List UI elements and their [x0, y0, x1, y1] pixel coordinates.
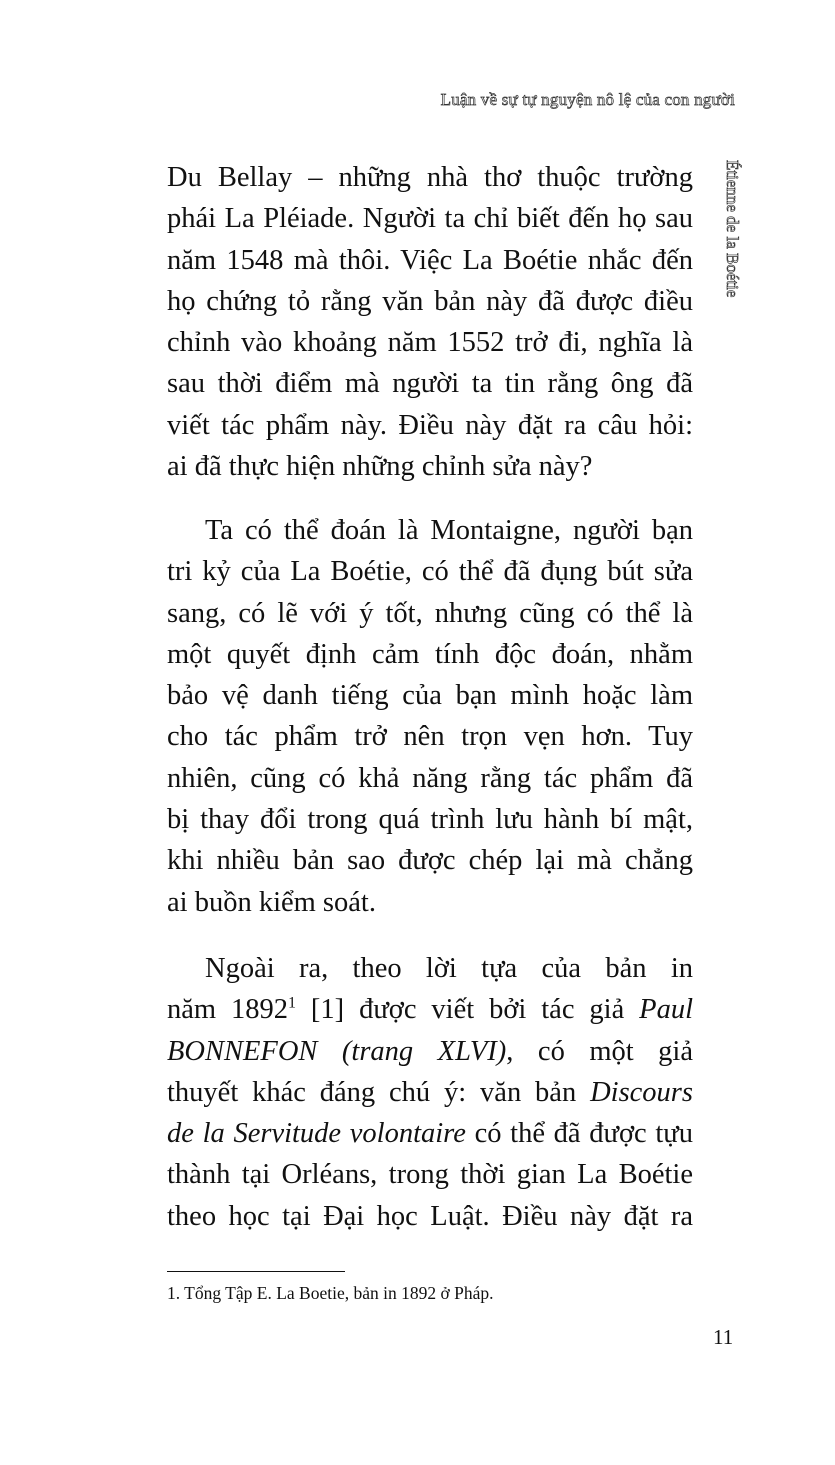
text-line: sau thời điểm mà người ta tin rằng ông đã	[167, 368, 693, 400]
text-line	[167, 989, 693, 1030]
text-segment: năm 1892	[167, 994, 288, 1026]
footnote-ref[interactable]: 1	[288, 994, 296, 1012]
text-line: viết tác phẩm này. Điều này đặt ra câu hỏi:	[167, 409, 693, 441]
text-line: ai buồn kiểm soát.	[167, 886, 376, 918]
text-line: năm 1548 mà thôi. Việc La Boétie nhắc đến	[167, 244, 693, 276]
text-line: họ chứng tỏ rằng văn bản này đã được điều	[167, 285, 693, 317]
side-title: Étienne de la Boétie	[723, 160, 742, 298]
text-line: phái La Pléiade. Người ta chỉ biết đến họ sau	[167, 203, 693, 235]
text-line: sang, có lẽ với ý tốt, nhưng cũng có thể là	[167, 597, 693, 629]
text-line	[167, 1072, 693, 1113]
text-segment: có thể đã được tựu	[465, 1118, 693, 1150]
text-line: ai đã thực hiện những chỉnh sửa này?	[167, 451, 593, 483]
text-line	[167, 1031, 693, 1072]
italic-text: Discours	[590, 1076, 693, 1108]
text-line: theo học tại Đại học Luật. Điều này đặt ra	[167, 1200, 693, 1232]
text-line: cho tác phẩm trở nên trọn vẹn hơn. Tuy	[167, 721, 693, 753]
text-line: bảo vệ danh tiếng của bạn mình hoặc làm	[167, 680, 693, 712]
text-line: Du Bellay – những nhà thơ thuộc trường	[167, 162, 693, 193]
page-number: 11	[713, 1325, 734, 1349]
italic-text: Paul	[639, 994, 693, 1026]
text-line: chỉnh vào khoảng năm 1552 trở đi, nghĩa là	[167, 327, 693, 359]
paragraph-3	[167, 948, 693, 1237]
paragraph-1	[167, 157, 693, 487]
text-line: Ta có thể đoán là Montaigne, người bạn	[205, 515, 693, 546]
text-line: nhiên, cũng có khả năng rằng tác phẩm đã	[167, 762, 693, 794]
text-line: thành tại Orléans, trong thời gian La Boétie	[167, 1159, 693, 1191]
text-line: Ngoài ra, theo lời tựa của bản in	[205, 953, 693, 984]
italic-text: de la Servitude volontaire	[167, 1118, 466, 1150]
text-line: một quyết định cảm tính độc đoán, nhằm	[167, 638, 693, 670]
italic-text: BONNEFON (trang XLVI)	[167, 1035, 507, 1067]
text-line: tri kỷ của La Boétie, có thể đã đụng bút sửa	[167, 556, 693, 588]
text-segment: [1] được viết bởi tác giả	[296, 994, 640, 1026]
text-line: khi nhiều bản sao được chép lại mà chẳng	[167, 845, 693, 877]
running-head: Luận về sự tự nguyện nô lệ của con người	[440, 90, 735, 109]
text-segment: , có một giả	[506, 1035, 693, 1067]
text-segment: thuyết khác đáng chú ý: văn bản	[167, 1076, 591, 1108]
footnote: 1. Tổng Tập E. La Boetie, bản in 1892 ở Pháp.	[167, 1283, 494, 1303]
footnote-divider	[167, 1271, 345, 1272]
text-line: bị thay đổi trong quá trình lưu hành bí mật,	[167, 804, 693, 836]
paragraph-2	[167, 510, 693, 923]
text-line	[167, 1113, 693, 1154]
